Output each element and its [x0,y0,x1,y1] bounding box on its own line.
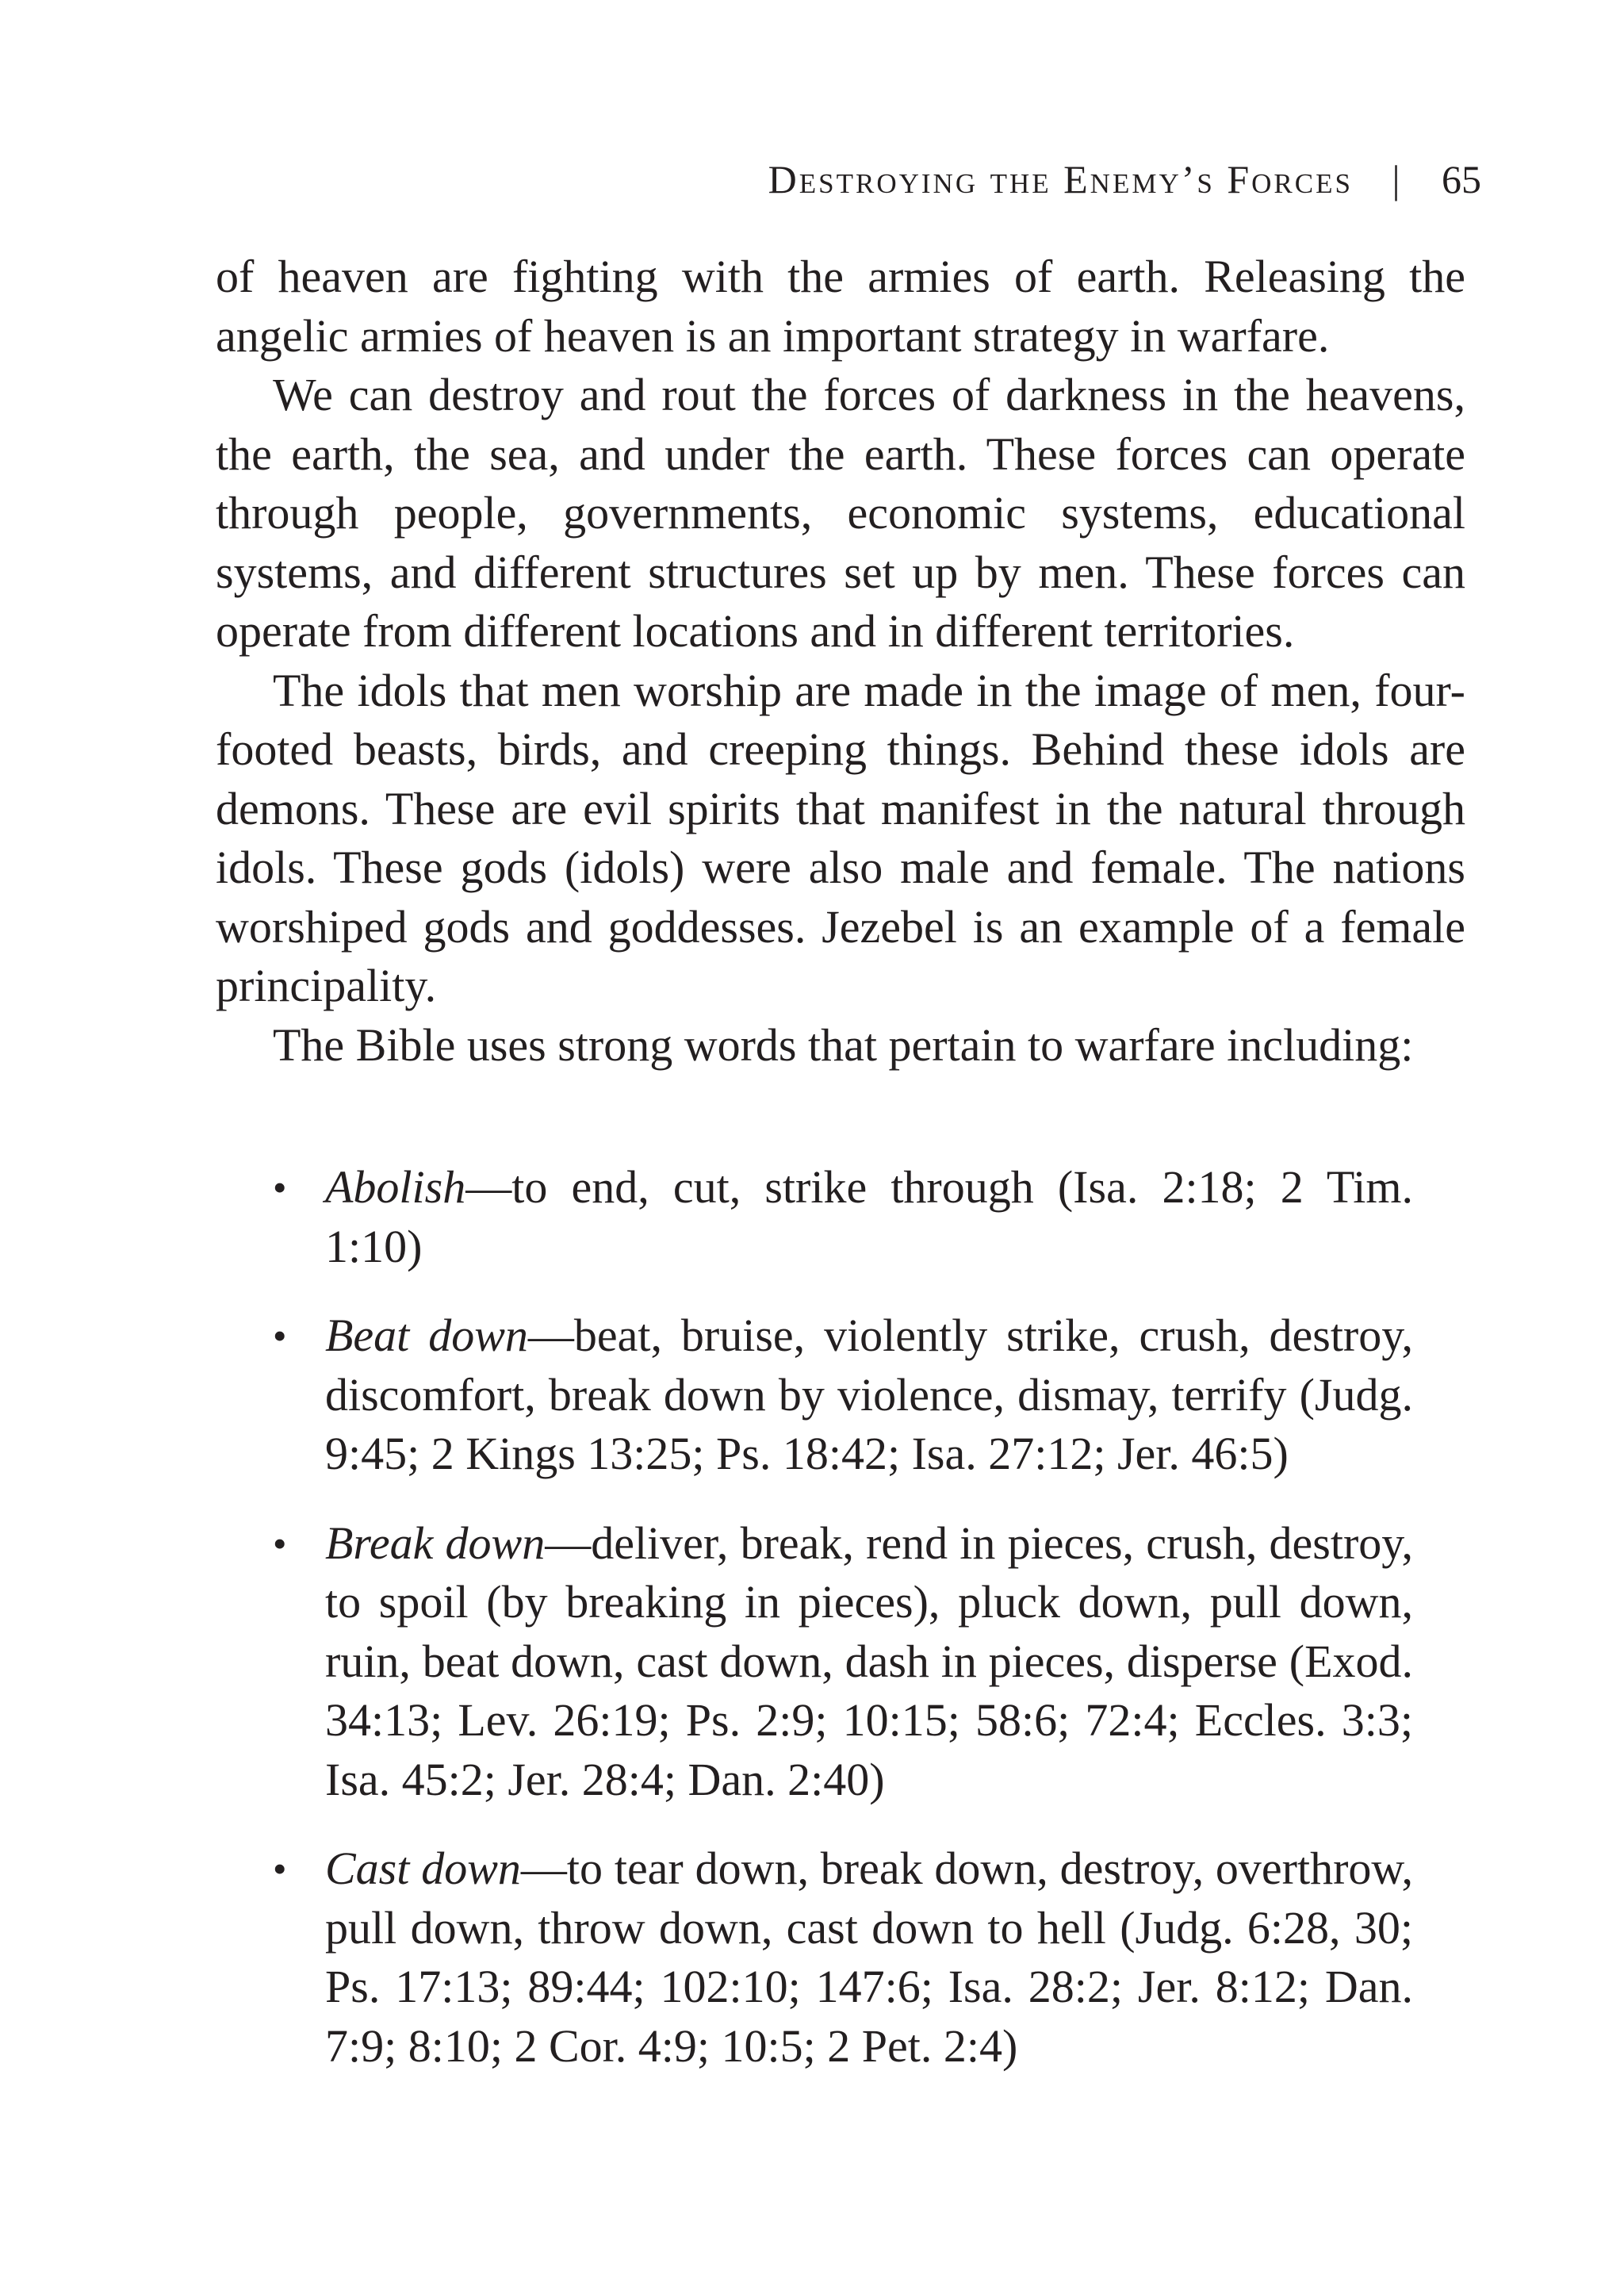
list-item-term: Abolish [325,1161,466,1213]
bullet-icon: • [273,1165,287,1210]
list-item-definition: —to end, cut, strike through (Isa. 2:18; 2 Tim. 1:10) [325,1161,1413,1272]
list-item-term: Break down [325,1517,546,1569]
paragraph: We can destroy and rout the forces of darkness in the heavens, the earth, the sea, and under the earth. These forces can operate through people, governments, economic systems, educational systems, and different structures set up by men. These forces can operate from different locations and in different territories. [216,369,1465,657]
list-item [273,1158,1413,1276]
paragraph: The idols that men worship are made in the image of men, four-footed beasts, birds, and creeping things. Behind these idols are demons. These are evil spirits that manifest in the natural through idols. These gods (idols) were also male and female. The nations worshiped gods and goddesses. Jezebel is an example of a female principality. [216,664,1465,1011]
page-number: 65 [1442,157,1481,201]
list-item-definition: —beat, bruise, violently strike, crush, destroy, discomfort, break down by violence, dismay, terrify (Judg. 9:45; 2 Kings 13:25; Ps. 18:42; Isa. 27:12; Jer. 46:5) [325,1310,1413,1479]
bullet-icon: • [273,1520,287,1566]
running-head [768,155,1481,203]
running-head-separator: | [1392,157,1403,201]
paragraph: The Bible uses strong words that pertain to warfare including: [273,1018,1414,1071]
bullet-icon: • [273,1313,287,1358]
list-item [273,1306,1413,1484]
list-item [273,1514,1413,1810]
warfare-words-list [273,1158,1414,2106]
list-item-term: Cast down [325,1843,521,1894]
list-item-definition: —deliver, break, rend in pieces, crush, destroy, to spoil (by breaking in pieces), pluck down, pull down, ruin, beat down, cast down, dash in pieces, disperse (Exod. 34:13; Lev. 26:19; Ps. 2:9; 10:15; 58:6; 72:4; Eccles. 3:3; Isa. 45:2; Jer. 28:4; Dan. 2:40) [325,1517,1413,1805]
list-item [273,1839,1414,2076]
running-head-title: Destroying the Enemy’s Forces [768,157,1353,201]
body-text [216,247,1465,1075]
bullet-icon: • [273,1846,287,1891]
list-item-term: Beat down [325,1310,528,1361]
list-item-definition: —to tear down, break down, destroy, overthrow, pull down, throw down, cast down to hell (Judg. 6:28, 30; Ps. 17:13; 89:44; 102:10; 147:6; Isa. 28:2; Jer. 8:12; Dan. 7:9; 8:10; 2 Cor. 4:9; 10:5; 2 Pet. 2:4) [325,1843,1414,2072]
paragraph-continued: of heaven are fighting with the armies of earth. Releasing the angelic armies of heaven is an important strategy in warfare. [216,251,1465,362]
